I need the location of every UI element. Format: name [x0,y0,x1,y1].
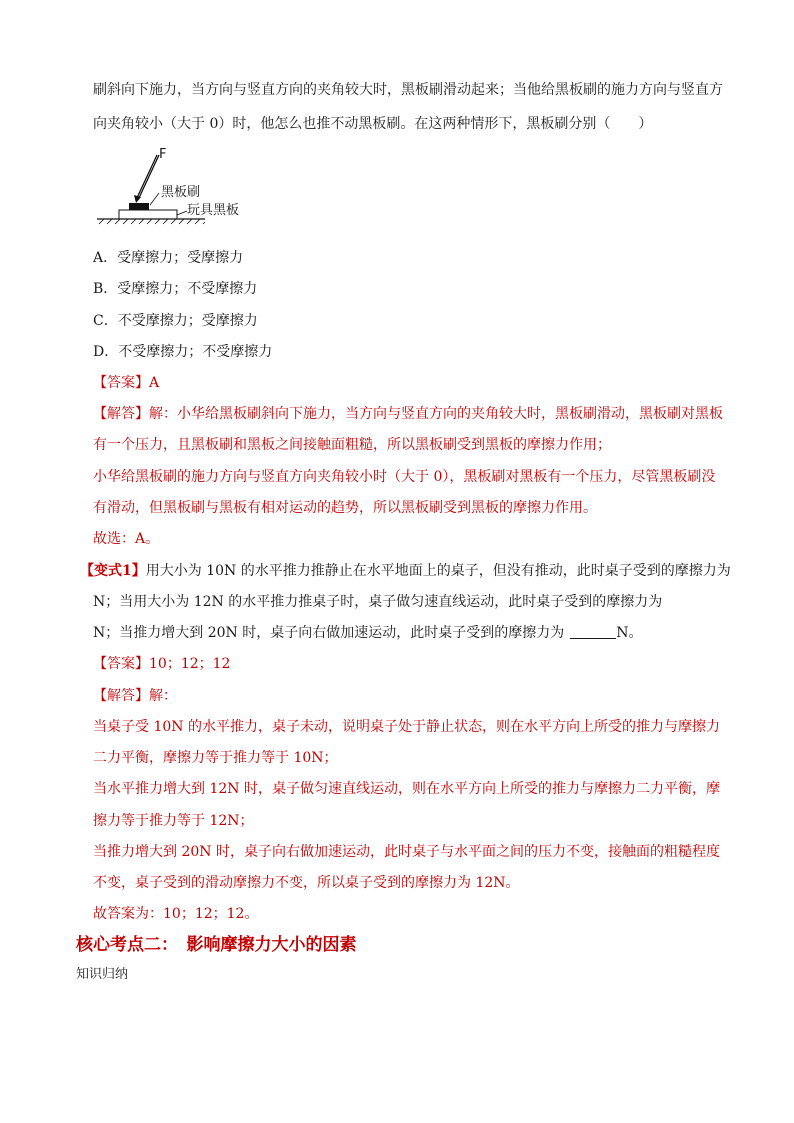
question-line-2: 向夹角较小（大于 0）时，他怎么也推不动黑板刷。在这两种情形下，黑板刷分别（ ） [93,116,653,132]
option-d: D．不受摩擦力；不受摩擦力 [93,344,273,360]
analysis-2-line-1: 当桌子受 10N 的水平推力，桌子未动，说明桌子处于静止状态，则在水平方向上所受的推力与摩擦力 [93,719,720,735]
analysis-1-line-4: 有滑动，但黑板刷与黑板有相对运动的趋势，所以黑板刷受到黑板的摩擦力作用。 [93,500,597,516]
analysis-2-label: 【解答】解： [93,688,177,704]
analysis-2-line-3: 当水平推力增大到 12N 时，桌子做匀速直线运动，则在水平方向上所受的推力与摩擦力二力平衡，摩 [93,781,720,797]
answer-1-label: 【答案】A [93,375,160,391]
option-b: B．受摩擦力；不受摩擦力 [93,281,258,297]
analysis-1-line-2: 有一个压力，且黑板刷和黑板之间接触面粗糙，所以黑板刷受到黑板的摩擦力作用； [93,437,611,453]
variant-1-line-3 [93,623,642,643]
variant-1-line-1 [80,561,731,581]
blackboard-brush-diagram [93,145,263,225]
answer-2-label: 【答案】10；12；12 [93,656,231,672]
variant-1-text-1: 用大小为 10N 的水平推力推静止在水平地面上的桌子，但没有推动，此时桌子受到的摩擦力为 [145,563,731,579]
question-line-1: 刷斜向下施力，当方向与竖直方向的夹角较大时，黑板刷滑动起来；当他给黑板刷的施力方向与竖直方 [93,82,723,98]
option-a: A．受摩擦力；受摩擦力 [93,250,244,266]
variant-1-tag: 【变式1】 [80,563,146,579]
brush-label: 黑板刷 [161,185,201,200]
variant-1-text-3a: N；当推力增大到 20N 时，桌子向右做加速运动，此时桌子受到的摩擦力为 [93,625,565,641]
answer-2-final: 故答案为：10；12；12。 [93,906,259,922]
option-c: C．不受摩擦力；受摩擦力 [93,313,258,329]
analysis-2-line-2: 二力平衡，摩擦力等于推力等于 10N； [93,750,338,766]
analysis-2-line-6: 不变，桌子受到的滑动摩擦力不变，所以桌子受到的摩擦力为 12N。 [93,875,520,891]
board-label: 玩具黑板 [187,203,240,218]
analysis-1-line-3: 小华给黑板刷的施力方向与竖直方向夹角较小时（大于 0），黑板刷对黑板有一个压力，尽管黑板刷没 [93,469,716,485]
force-label: F [159,147,167,162]
analysis-1-line-1: 【解答】解：小华给黑板刷斜向下施力，当方向与竖直方向的夹角较大时，黑板刷滑动，黑板刷对黑板 [93,406,723,422]
section-title: 核心考点二： 影响摩擦力大小的因素 [76,935,357,955]
variant-1-text-3b: N。 [616,625,643,641]
analysis-2-line-4: 擦力等于推力等于 12N； [93,813,254,829]
answer-blank [570,624,616,639]
analysis-2-line-5: 当推力增大到 20N 时，桌子向右做加速运动，此时桌子与水平面之间的压力不变，接触面的粗糙程度 [93,844,720,860]
answer-1-final: 故选：A。 [93,531,160,547]
variant-1-line-2: N；当用大小为 12N 的水平推力推桌子时，桌子做匀速直线运动，此时桌子受到的摩擦力为 [93,594,663,610]
section-subtitle: 知识归纳 [76,967,129,982]
